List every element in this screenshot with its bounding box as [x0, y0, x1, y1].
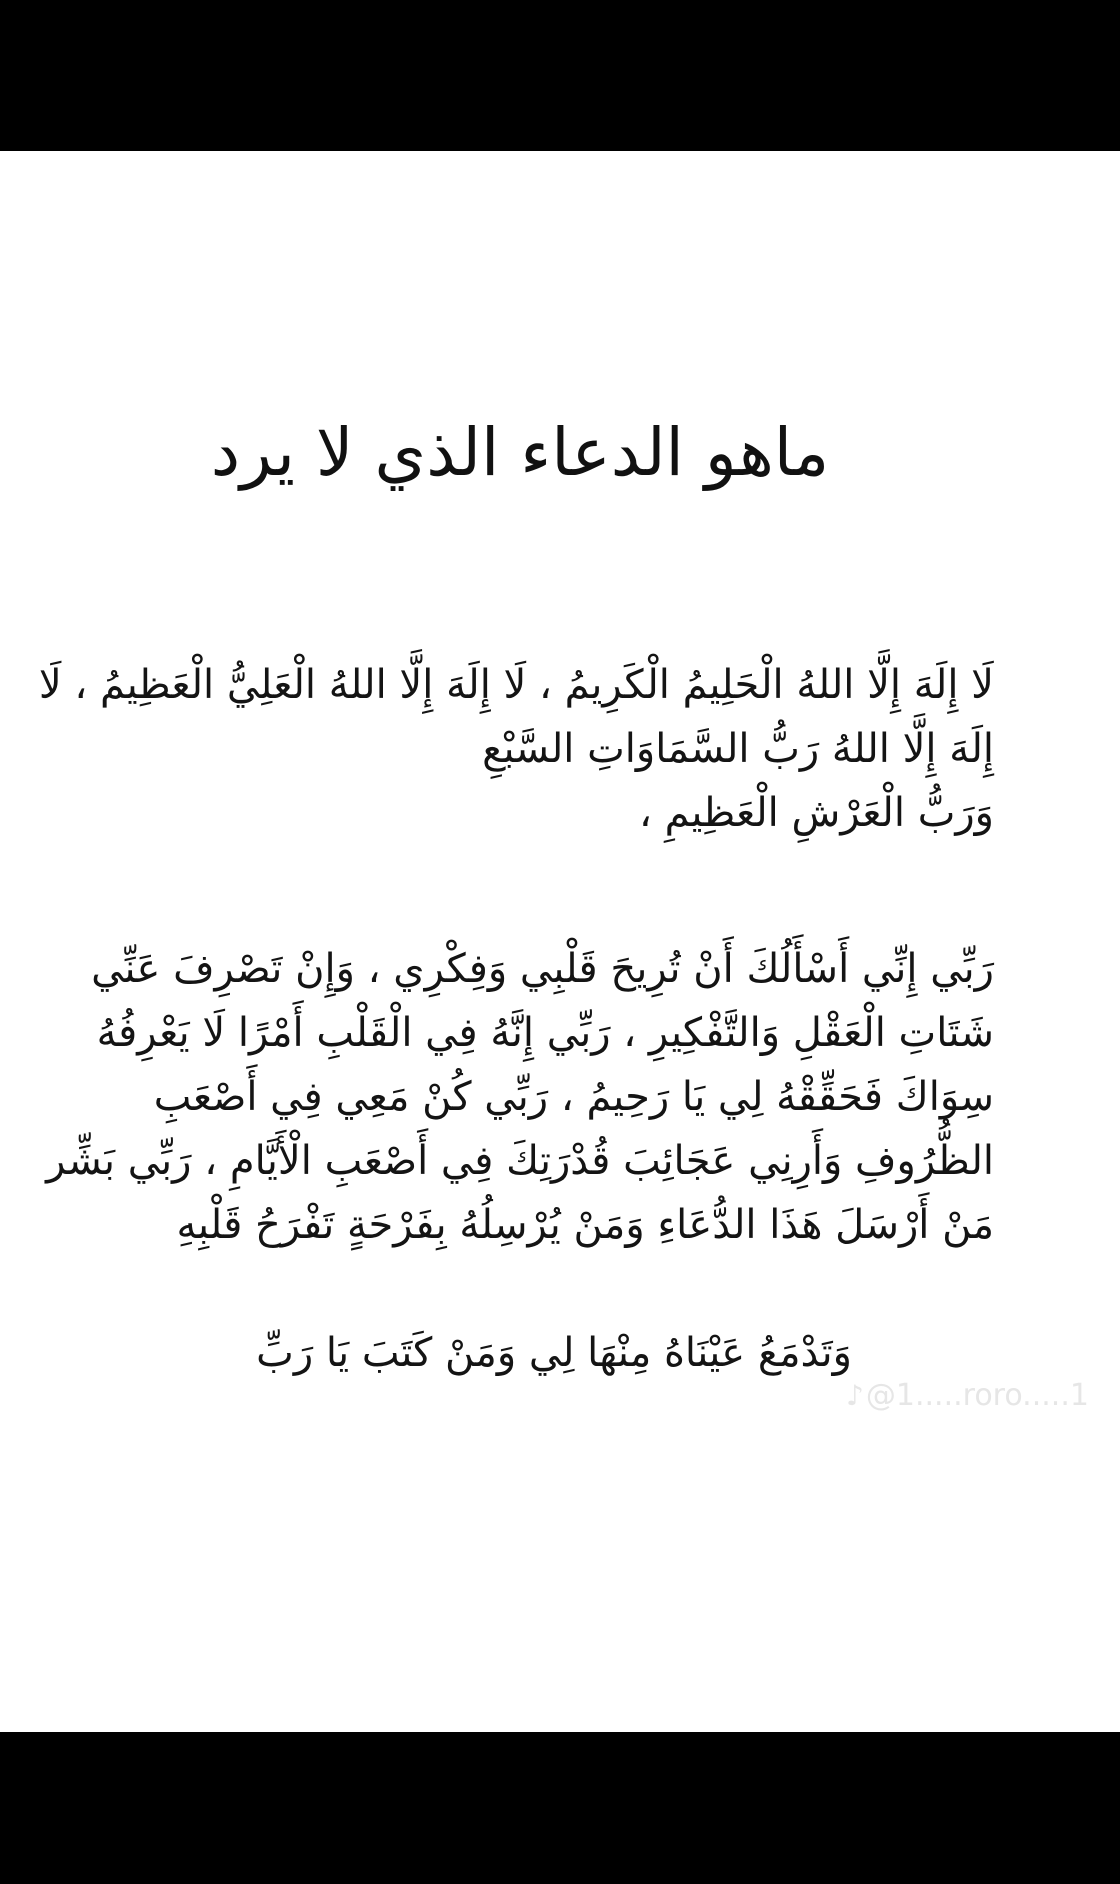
tiktok-icon: ♪: [846, 1379, 864, 1412]
text-line: رَبِّي إِنِّي أَسْأَلُكَ أَنْ تُرِيحَ قَلْبِي وَفِكْرِي ، وَإِنْ تَصْرِفَ عَنِّي: [91, 946, 994, 992]
text-line: وَتَدْمَعُ عَيْنَاهُ مِنْهَا لِي وَمَنْ كَتَبَ يَا رَبِّ: [256, 1330, 852, 1376]
text-card: [0, 151, 1120, 1732]
bottom-black-bar: [0, 1732, 1120, 1884]
watermark-handle: @1.....roro.....1: [865, 1378, 1089, 1413]
text-line: إِلَهَ إِلَّا اللهُ رَبُّ السَّمَاوَاتِ السَّبْعِ: [482, 726, 994, 772]
text-line: مَنْ أَرْسَلَ هَذَا الدُّعَاءِ وَمَنْ يُرْسِلُهُ بِفَرْحَةٍ تَفْرَحُ قَلْبِهِ: [176, 1202, 994, 1248]
text-line: الظُّرُوفِ وَأَرِنِي عَجَائِبَ قُدْرَتِكَ فِي أَصْعَبِ الْأَيَّامِ ، رَبِّي بَشِّر: [46, 1138, 994, 1184]
paragraph-supplication: [0, 937, 994, 1257]
tiktok-watermark: [846, 1376, 1089, 1416]
page-title: ماهو الدعاء الذي لا يرد: [210, 414, 830, 492]
text-line: شَتَاتِ الْعَقْلِ وَالتَّفْكِيرِ ، رَبِّي إِنَّهُ فِي الْقَلْبِ أَمْرًا لَا يَعْرِفُهُ: [96, 1010, 994, 1056]
text-line: لَا إِلَهَ إِلَّا اللهُ الْحَلِيمُ الْكَرِيمُ ، لَا إِلَهَ إِلَّا اللهُ الْعَلِيُّ الْعَظِيمُ ، لَا: [38, 662, 994, 708]
text-line: وَرَبُّ الْعَرْشِ الْعَظِيمِ ،: [639, 790, 994, 836]
text-line: سِوَاكَ فَحَقِّقْهُ لِي يَا رَحِيمُ ، رَبِّي كُنْ مَعِي فِي أَصْعَبِ: [153, 1074, 994, 1120]
top-black-bar: [0, 0, 1120, 151]
paragraph-tahlil: [38, 653, 994, 845]
paragraph-closing: [52, 1321, 852, 1385]
